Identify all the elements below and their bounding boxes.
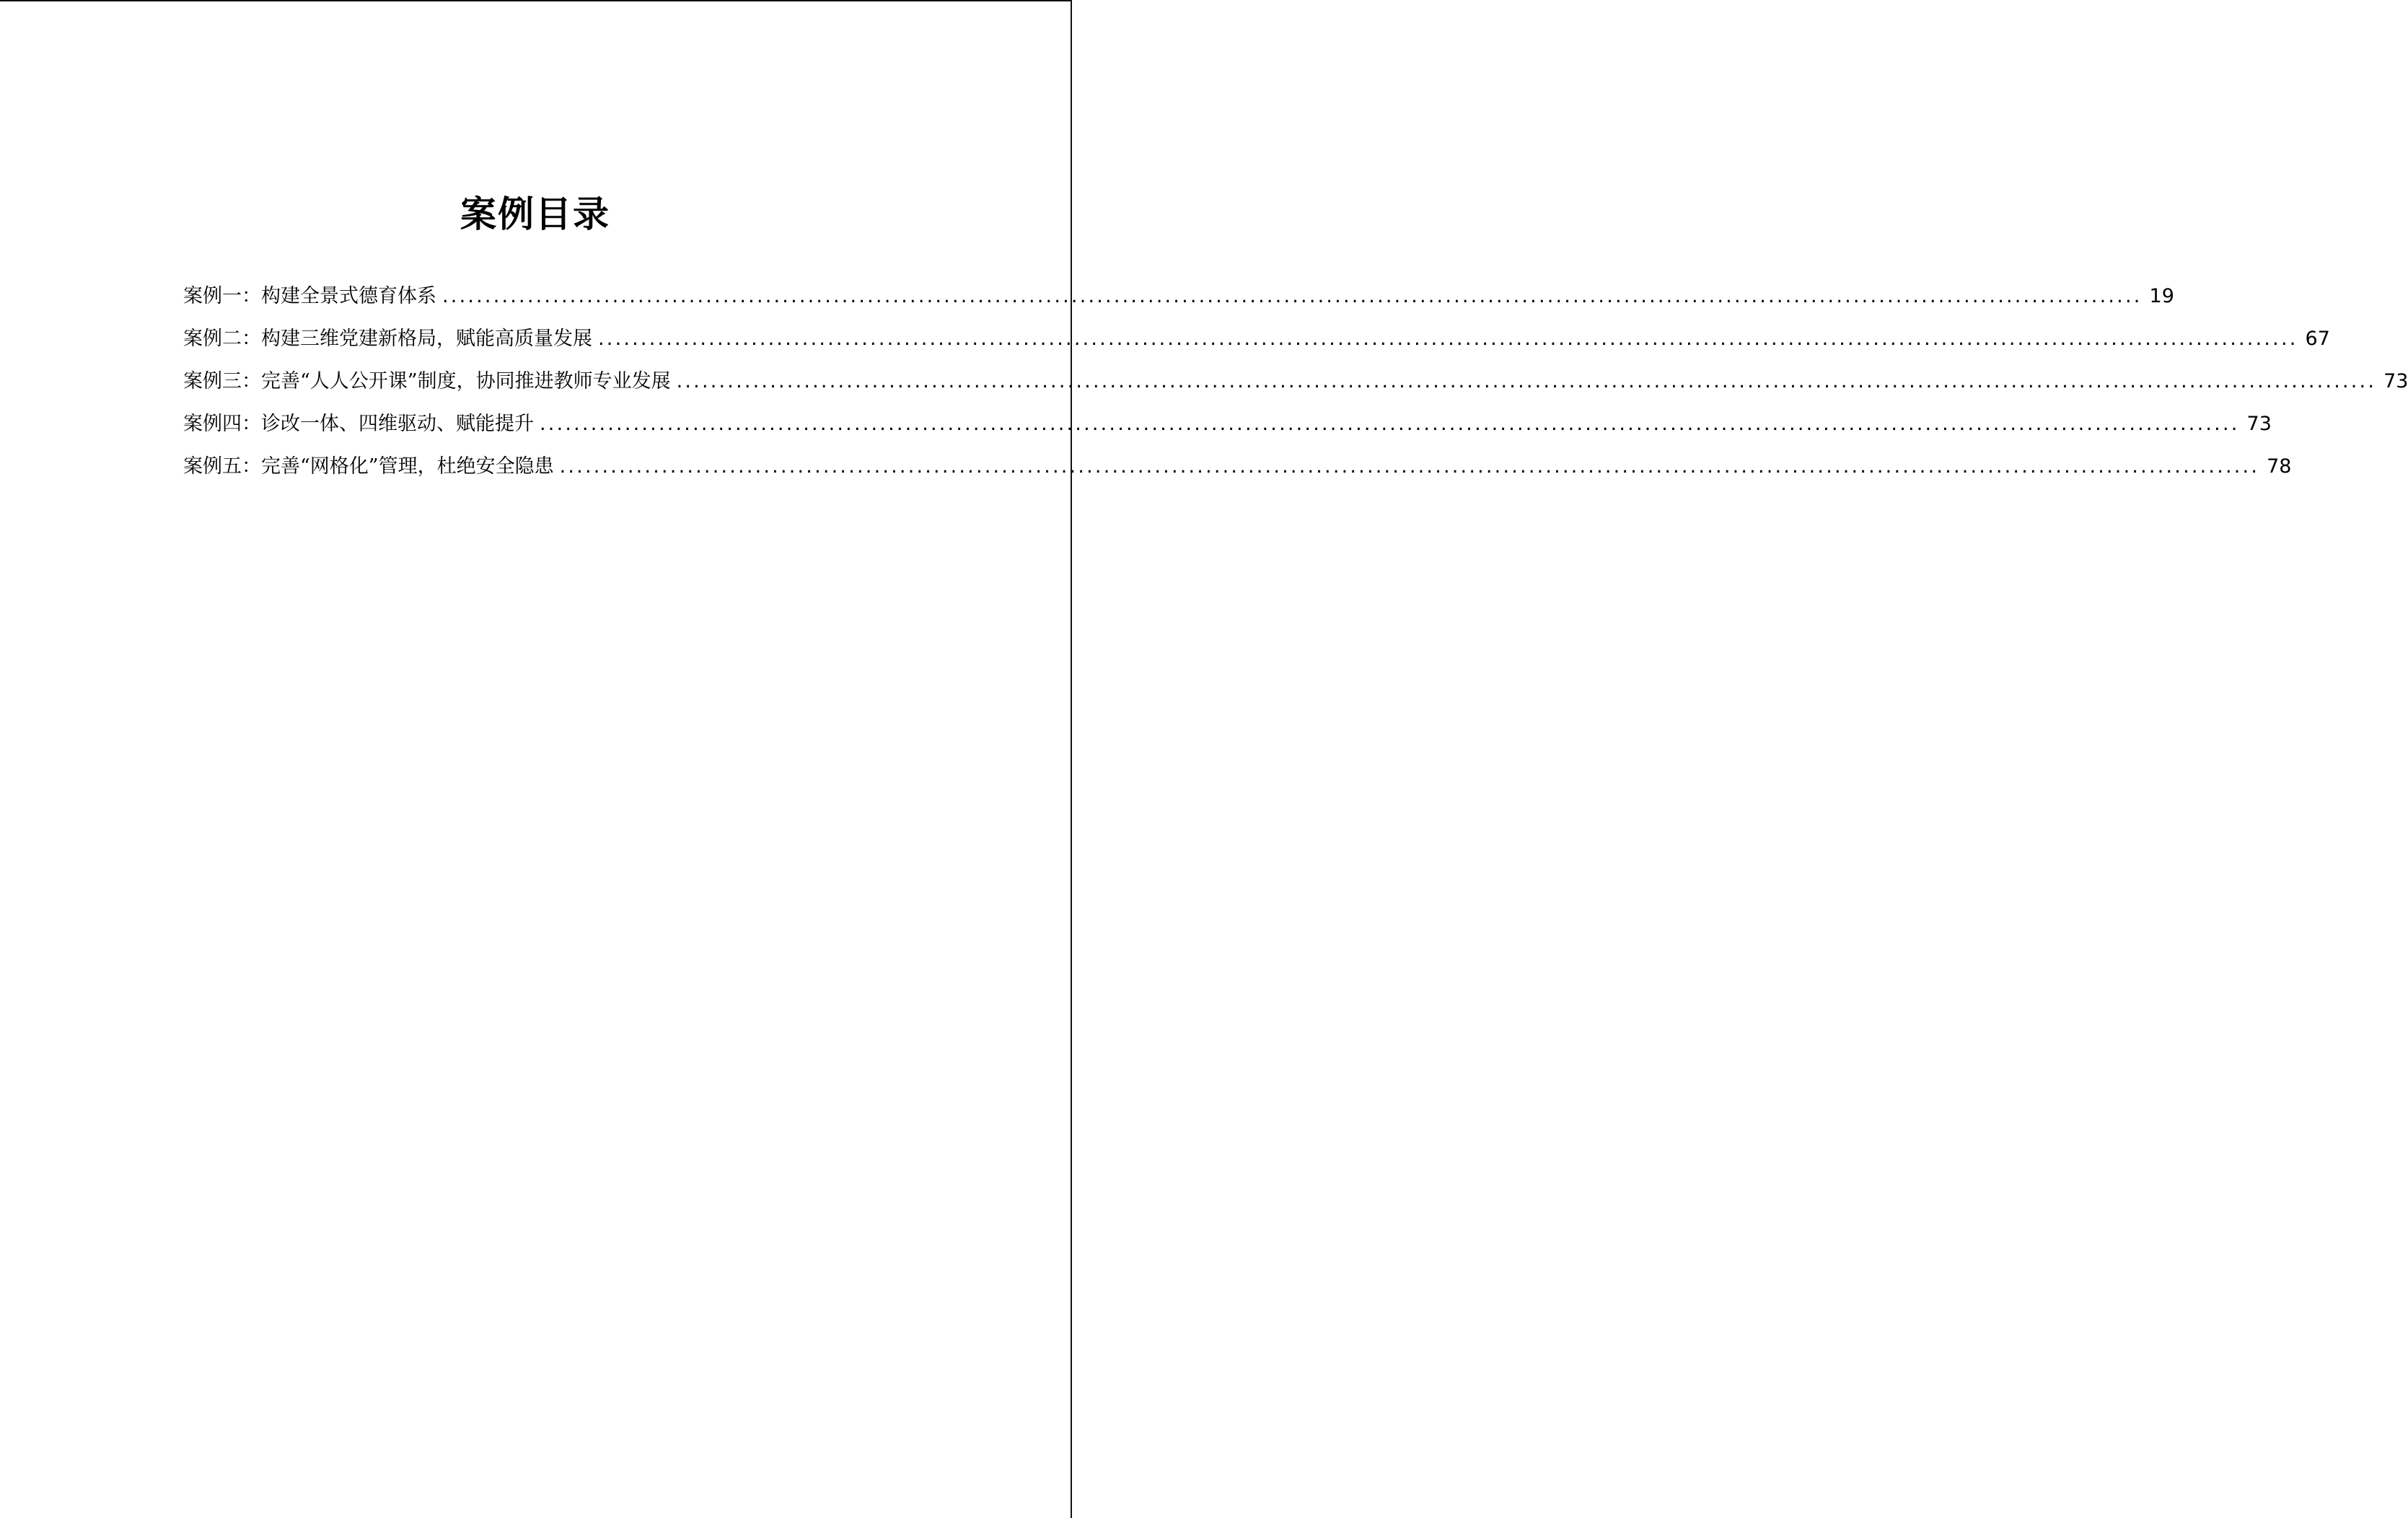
dot-leader: ........................................................................................................................................................................................................ — [598, 328, 2298, 350]
dot-leader: ........................................................................................................................................................................................................ — [540, 413, 2240, 435]
toc-entry-label: 案例二：构建三维党建新格局，赋能高质量发展 — [183, 328, 592, 350]
toc-entry-page-number: 73 — [2246, 413, 2272, 435]
dot-leader: ........................................................................................................................................................................................................ — [442, 285, 2143, 307]
dot-leader: ........................................................................................................................................................................................................ — [676, 370, 2377, 392]
toc-entry[interactable] — [183, 321, 2330, 364]
toc-entry-label: 案例一：构建全景式德育体系 — [183, 285, 436, 307]
table-of-contents — [183, 278, 2408, 491]
toc-entry-page-number: 78 — [2267, 455, 2292, 478]
toc-entry[interactable] — [183, 406, 2272, 449]
toc-entry[interactable] — [183, 364, 2408, 406]
toc-entry-page-number: 67 — [2305, 328, 2330, 350]
toc-entry-label: 案例四：诊改一体、四维驱动、赋能提升 — [183, 413, 534, 435]
toc-entry-label: 案例五：完善“网格化”管理，杜绝安全隐患 — [183, 455, 554, 478]
toc-entry[interactable] — [183, 449, 2292, 491]
dot-leader: ........................................................................................................................................................................................................ — [559, 455, 2260, 478]
toc-entry-label: 案例三：完善“人人公开课”制度，协同推进教师专业发展 — [183, 370, 671, 392]
page-title: 案例目录 — [460, 193, 610, 235]
toc-entry-page-number: 73 — [2383, 370, 2408, 392]
toc-entry-page-number: 19 — [2149, 285, 2174, 307]
toc-entry[interactable] — [183, 278, 2174, 321]
